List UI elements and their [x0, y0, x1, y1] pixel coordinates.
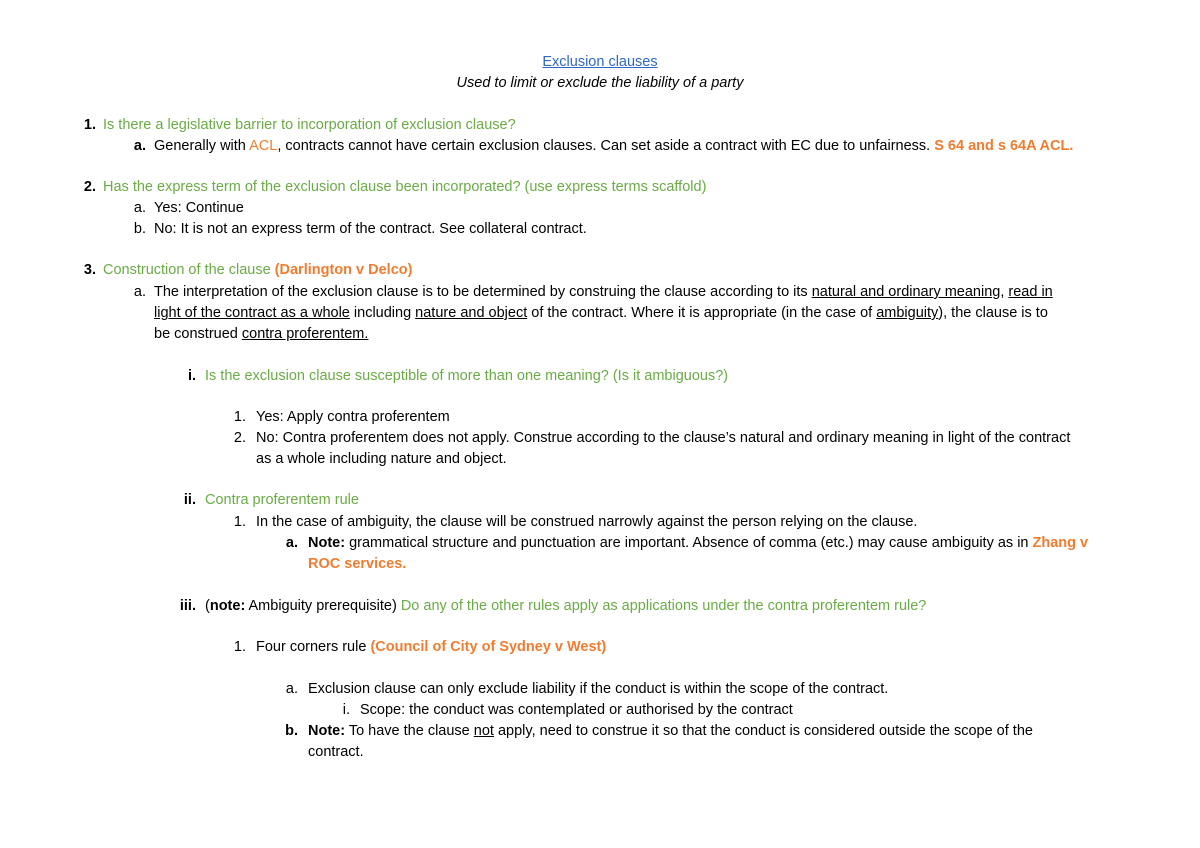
list-text: In the case of ambiguity, the clause will be construed narrowly against the person relying on the clause.: [256, 514, 918, 530]
list-roman: i.: [342, 702, 350, 718]
underlined-text: not: [473, 723, 494, 739]
list-text: No: Contra proferentem does not apply. Construe according to the clause’s natural and ordinary meaning in light of the contract: [256, 430, 1071, 446]
list-text: Yes: Continue: [154, 200, 244, 216]
statute-citation: S 64 and s 64A ACL.: [934, 138, 1074, 154]
list-text: Scope: the conduct was contemplated or authorised by the contract: [360, 702, 793, 718]
text-run: Four corners rule: [256, 639, 371, 655]
text-run: grammatical structure and punctuation are important. Absence of comma (etc.) may cause ambiguity as in: [345, 535, 1033, 551]
text-run: The interpretation of the exclusion clause is to be determined by construing the clause according to its: [154, 284, 812, 300]
list-letter: b.: [133, 221, 146, 237]
list-text: No: It is not an express term of the contract. See collateral contract.: [154, 221, 587, 237]
sub-question-text: [205, 596, 926, 617]
list-number: 2.: [233, 430, 246, 446]
case-citation: (Darlington v Delco): [274, 262, 413, 278]
list-letter: a.: [133, 138, 146, 154]
underlined-text: contra proferentem.: [241, 326, 369, 342]
list-letter: a.: [285, 681, 298, 697]
list-text: Exclusion clause can only exclude liability if the conduct is within the scope of the contract.: [308, 681, 889, 697]
list-text: Yes: Apply contra proferentem: [256, 409, 450, 425]
list-text: [256, 637, 606, 658]
document-subtitle: Used to limit or exclude the liability of a party: [456, 75, 744, 91]
list-roman: i.: [187, 368, 196, 384]
list-number: 1.: [233, 639, 246, 655]
text-run: Construction of the clause: [103, 262, 275, 278]
text-run: including: [349, 305, 416, 321]
case-citation: Zhang v: [1032, 535, 1089, 551]
list-text: [154, 282, 1053, 303]
sub-question-text: Is the exclusion clause susceptible of more than one meaning? (Is it ambiguous?): [205, 368, 729, 384]
sub-question-text: Contra proferentem rule: [205, 492, 359, 508]
underlined-text: light of the contract as a whole: [154, 305, 350, 321]
text-run: of the contract. Where it is appropriate (in the case of: [527, 305, 877, 321]
list-letter: a.: [285, 535, 298, 551]
text-run: Do any of the other rules apply as applications under the contra proferentem rule?: [400, 598, 927, 614]
list-text: as a whole including nature and object.: [256, 451, 507, 467]
note-label: Note:: [308, 535, 346, 551]
text-run: To have the clause: [345, 723, 474, 739]
list-letter: a.: [133, 284, 146, 300]
text-run: apply, need to construe it so that the conduct is considered outside the scope of the: [493, 723, 1033, 739]
list-number: 2.: [83, 179, 96, 195]
list-text: contract.: [308, 744, 364, 760]
note-label: note:: [209, 598, 246, 614]
list-letter: b.: [285, 723, 298, 739]
underlined-text: natural and ordinary meaning: [811, 284, 1001, 300]
document-title: Exclusion clauses: [542, 54, 658, 70]
list-roman: ii.: [183, 492, 196, 508]
list-text: [154, 136, 1073, 157]
text-run: Generally with: [154, 138, 250, 154]
case-citation: (Council of City of Sydney v West): [370, 639, 607, 655]
acl-ref: ACL: [249, 138, 278, 154]
text-run: , contracts cannot have certain exclusion clauses. Can set aside a contract with EC due to unfairness.: [277, 138, 935, 154]
list-number: 3.: [83, 262, 96, 278]
text-run: ,: [1000, 284, 1009, 300]
case-citation: ROC services.: [308, 556, 407, 572]
question-text: [103, 260, 412, 281]
list-text: [308, 533, 1088, 554]
text-run: Ambiguity prerequisite): [245, 598, 401, 614]
question-text: Has the express term of the exclusion clause been incorporated? (use express terms scaffold): [103, 179, 707, 195]
note-label: Note:: [308, 723, 346, 739]
underlined-text: read in: [1008, 284, 1053, 300]
question-text: Is there a legislative barrier to incorporation of exclusion clause?: [103, 117, 516, 133]
list-roman: iii.: [179, 598, 196, 614]
list-text: [154, 303, 1048, 324]
text-run: ), the clause is to: [938, 305, 1048, 321]
list-text: [154, 324, 368, 345]
list-text: [308, 721, 1033, 742]
list-letter: a.: [133, 200, 146, 216]
text-run: be construed: [154, 326, 242, 342]
list-number: 1.: [83, 117, 96, 133]
list-number: 1.: [233, 514, 246, 530]
text-run: (: [205, 598, 210, 614]
list-number: 1.: [233, 409, 246, 425]
underlined-text: nature and object: [415, 305, 528, 321]
underlined-text: ambiguity: [876, 305, 939, 321]
